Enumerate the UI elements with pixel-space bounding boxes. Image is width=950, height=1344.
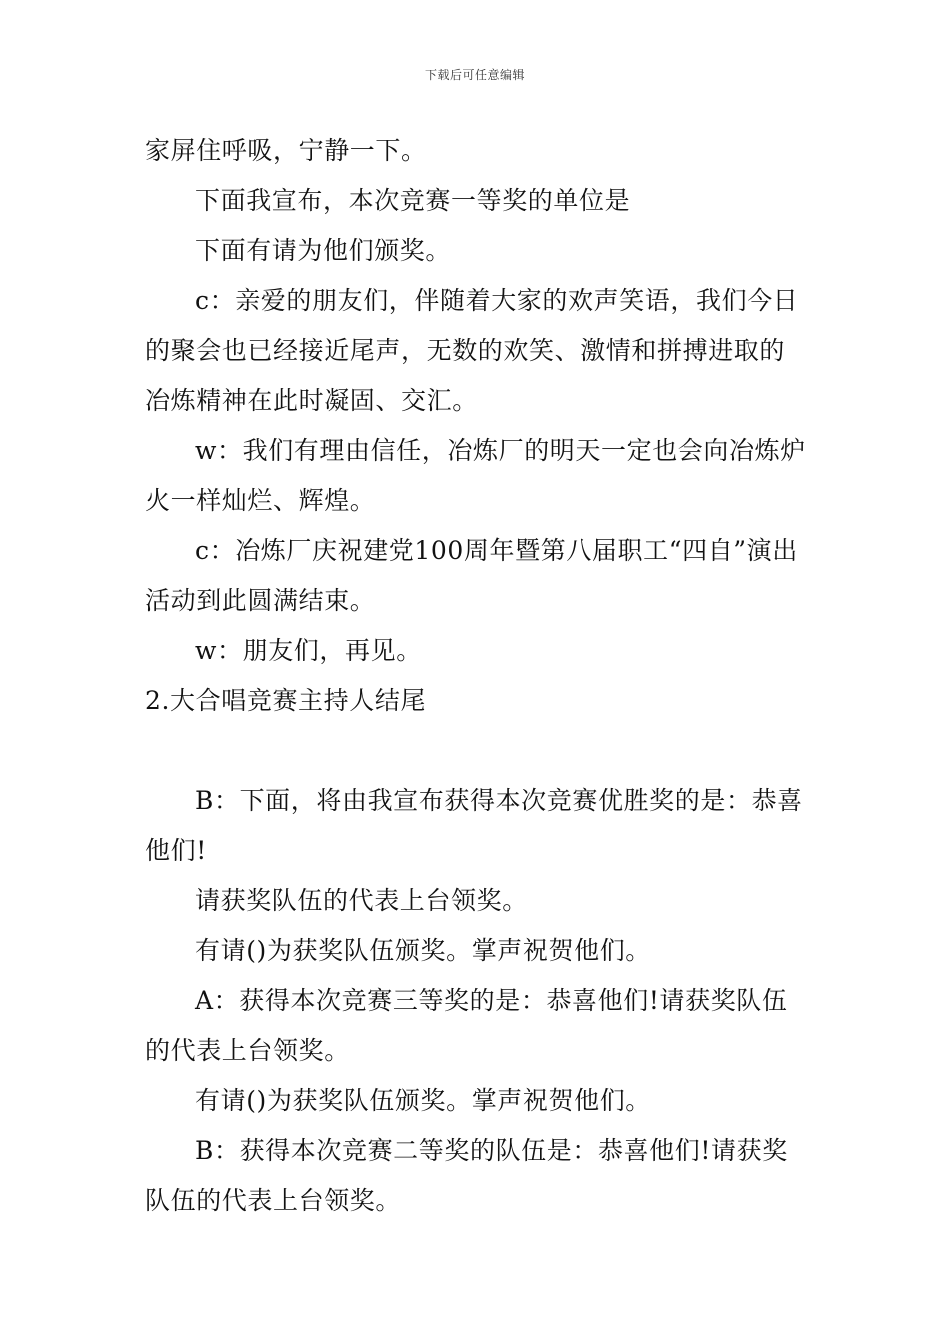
- paragraph: 有请()为获奖队伍颁奖。掌声祝贺他们。: [195, 936, 651, 965]
- page-header-note: 下载后可任意编辑: [424, 68, 525, 82]
- document-body: [145, 126, 810, 1226]
- paragraph: w：朋友们，再见。: [195, 636, 422, 665]
- paragraph: 有请()为获奖队伍颁奖。掌声祝贺他们。: [195, 1086, 651, 1115]
- paragraph: w：我们有理由信任，冶炼厂的明天一定也会向冶炼炉火一样灿烂、辉煌。: [145, 436, 806, 515]
- paragraph: A：获得本次竞赛三等奖的是：恭喜他们!请获奖队伍的代表上台领奖。: [145, 986, 788, 1065]
- paragraph: B：下面，将由我宣布获得本次竞赛优胜奖的是：恭喜他们!: [145, 786, 803, 865]
- paragraph: B：获得本次竞赛二等奖的队伍是：恭喜他们!请获奖队伍的代表上台领奖。: [145, 1136, 788, 1215]
- section-heading: 2.大合唱竞赛主持人结尾: [145, 686, 427, 715]
- paragraph: 下面有请为他们颁奖。: [195, 236, 452, 265]
- paragraph: 家屏住呼吸，宁静一下。: [145, 136, 427, 165]
- paragraph: c：亲爱的朋友们，伴随着大家的欢声笑语，我们今日的聚会也已经接近尾声，无数的欢笑、激情和拼搏进取的冶炼精神在此时凝固、交汇。: [145, 286, 799, 415]
- paragraph: c：冶炼厂庆祝建党100周年暨第八届职工“四自”演出活动到此圆满结束。: [145, 536, 798, 615]
- paragraph: 请获奖队伍的代表上台领奖。: [195, 886, 528, 915]
- paragraph: 下面我宣布，本次竞赛一等奖的单位是: [195, 186, 631, 215]
- blank-line: [145, 726, 810, 776]
